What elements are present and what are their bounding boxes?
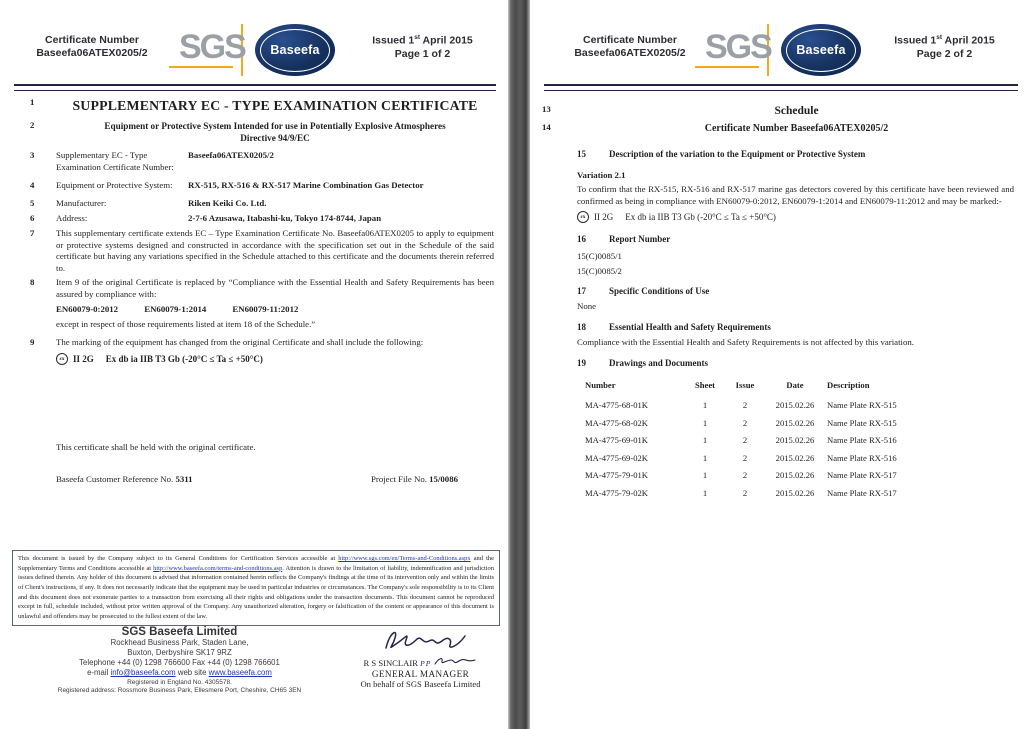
item-number: 6 [30,213,35,223]
section-heading: Specific Conditions of Use [609,286,710,296]
paragraph-8: Item 9 of the original Certificate is replaced by “Compliance with the Essential Health and Safety Requirements has been assured by compliance with: [56,277,494,299]
paragraph-7-row [30,228,494,274]
item-number: 2 [30,120,35,130]
held-with-original-note: This certificate shall be held with the original certificate. [56,442,256,452]
item-number: 13 [542,104,551,114]
section-18-body: Compliance with the Essential Health and Safety Requirements is not affected by this variation. [577,337,914,347]
certificate-number-label: Certificate Number [583,34,677,46]
baseefa-logo-ring [786,29,856,72]
phone-fax-line: Telephone +44 (0) 1298 766600 Fax +44 (0) 1298 766601 [79,658,280,668]
reference-row [56,474,494,484]
baseefa-logo-text: Baseefa [796,43,846,57]
issue-info-block [877,34,1012,62]
certificate-number-value: Baseefa06ATEX0205/2 [574,47,686,60]
standard-en60079-1: EN60079-1:2014 [144,304,207,314]
certificate-subtitle-row [30,120,494,145]
page-divider [508,0,530,729]
schedule-title-row [542,104,1016,119]
item-number: 17 [577,286,586,296]
page-number: Page 2 of 2 [916,48,973,61]
page-number: Page 1 of 2 [394,48,451,61]
table-row: MA-4775-79-02K 1 2 2015.02.26 Name Plate RX-517 [585,487,897,498]
marking-line [577,211,776,223]
drawings-table-header [585,380,1010,390]
item-number: 1 [30,97,35,107]
baseefa-logo [255,24,335,76]
project-file: Project File No. 15/0086 [371,474,458,484]
registered-address: Registered address: Rossmore Business Park, Ellesmere Port, Cheshire, CH65 3EN [57,687,302,695]
col-header-date: Date [786,380,804,390]
section-heading: Drawings and Documents [609,358,709,368]
certificate-page-1 [0,0,508,729]
field-value: RX-515, RX-516 & RX-517 Marine Combination Gas Detector [188,180,424,190]
field-label: Manufacturer: [56,198,107,208]
baseefa-logo-text: Baseefa [270,43,320,57]
report-number-1: 15(C)0085/1 [577,251,622,261]
marking-code: Ex db ia IIB T3 Gb (-20°C ≤ Ta ≤ +50°C) [105,354,263,364]
certificate-number-value: Baseefa06ATEX0205/2 [36,47,148,60]
registered-number: Registered in England No. 4305578. [127,678,232,686]
item-number: 16 [577,234,586,244]
issued-date: Issued 1st April 2015 [894,34,995,47]
schedule-cert-number: Certificate Number Baseefa06ATEX0205/2 [704,123,889,134]
standard-en60079-11: EN60079-11:2012 [232,304,299,314]
paragraph-9: The marking of the equipment has changed from the original Certificate and shall include the following: [56,337,424,347]
paragraph-9-row [30,337,494,349]
section-19-heading [577,358,1014,368]
signatory-title: GENERAL MANAGER [371,669,470,679]
drawings-table [585,380,1010,505]
signature-block [338,624,503,689]
signatory-name-line: R S SINCLAIR PP [338,656,503,668]
baseefa-logo-ring [260,29,330,72]
certificate-title-row [30,97,494,115]
header-double-rule [14,84,496,91]
report-number-2: 15(C)0085/2 [577,266,622,276]
address-line-2: Buxton, Derbyshire SK17 9RZ [127,648,232,658]
paragraph-7: This supplementary certificate extends EC – Type Examination Certificate No. Baseefa06ATEX0205 to apply to equipment or protective systems designed and constructed in accordance with the specification set out in the Schedule of the said certificate but having any variations specified in the Schedule attached to this certificate and the documents therein referred to. [56,228,494,273]
baseefa-logo [781,24,861,76]
atex-ex-icon: εx [577,211,589,223]
field-row-manufacturer [30,198,494,210]
field-row-certificate-number [30,150,494,173]
field-value: Baseefa06ATEX0205/2 [188,150,274,160]
table-row: MA-4775-68-02K 1 2 2015.02.26 Name Plate RX-515 [585,417,897,428]
item-number: 19 [577,358,586,368]
marking-group: II 2G [73,354,94,364]
item-number: 4 [30,180,35,190]
certificate-title: SUPPLEMENTARY EC - TYPE EXAMINATION CERTIFICATE [72,98,478,113]
section-heading: Description of the variation to the Equipment or Protective System [609,149,866,159]
col-header-sheet: Sheet [694,380,716,390]
email-link[interactable]: info@baseefa.com [110,668,176,678]
variation-text: To confirm that the RX-515, RX-516 and RX-517 marine gas detectors covered by this certificate have been reviewed and confirmed as being in compliance with EN60079-0:2012, EN60079-1:2014 and EN60079-11:2012 and may be marked:- [577,184,1014,206]
item-number: 9 [30,337,35,347]
sgs-logo-text: SGS [705,28,771,66]
col-header-description: Description [827,380,870,390]
standards-list [56,304,318,314]
baseefa-terms-link[interactable]: http://www.baseefa.com/terms-and-conditions.asp [153,564,283,572]
item-number: 14 [542,122,551,132]
sgs-logo [173,24,247,76]
sgs-logo [699,24,773,76]
field-row-address [30,213,494,225]
field-label: Supplementary EC - Type Examination Certificate Number: [56,150,174,172]
marking-line [56,353,263,365]
signatory-behalf: On behalf of SGS Baseefa Limited [360,679,481,689]
paragraph-8-end: except in respect of those requirements listed at item 18 of the Schedule.” [56,319,316,329]
item-number: 8 [30,277,35,287]
certificate-subtitle: Equipment or Protective System Intended for use in Potentially Explosive Atmospheres Directive 94/9/EC [104,121,446,144]
marking-group: II 2G [594,212,614,222]
item-number: 15 [577,149,586,159]
col-header-issue: Issue [735,380,755,390]
signature-scribble [372,624,470,654]
issued-date: Issued 1st April 2015 [372,34,473,47]
atex-ex-icon: εx [56,353,68,365]
schedule-cert-number-row [542,122,1016,135]
certificate-number-label: Certificate Number [45,34,139,46]
field-value: 2-7-6 Azusawa, Itabashi-ku, Tokyo 174-8744, Japan [188,213,382,223]
field-label: Address: [56,213,88,223]
section-16-heading [577,234,1014,244]
company-address-block [22,626,337,696]
website-link[interactable]: www.baseefa.com [208,668,272,678]
section-15-heading [577,149,1014,159]
table-row: MA-4775-68-01K 1 2 2015.02.26 Name Plate RX-515 [585,400,897,410]
pp-annotation: PP [420,659,432,668]
table-row: MA-4775-69-01K 1 2 2015.02.26 Name Plate RX-516 [585,435,897,445]
company-name: SGS Baseefa Limited [121,626,238,638]
email-web-line: e-mail info@baseefa.com web site www.baseefa.com [87,668,272,678]
variation-title: Variation 2.1 [577,170,626,180]
col-header-number: Number [585,380,616,390]
sgs-logo-text: SGS [179,28,245,66]
pp-signature-scribble [433,656,477,666]
address-line-1: Rockhead Business Park, Staden Lane, [110,638,249,647]
field-label: Equipment or Protective System: [56,180,173,190]
issue-info-block [355,34,490,62]
section-17-body: None [577,301,597,311]
section-heading: Essential Health and Safety Requirements [609,322,771,332]
item-number: 5 [30,198,35,208]
table-row: MA-4775-69-02K 1 2 2015.02.26 Name Plate RX-516 [585,452,897,463]
item-number: 3 [30,150,35,160]
header-double-rule [544,84,1018,91]
section-17-heading [577,286,1014,296]
item-number: 18 [577,322,586,332]
legal-conditions-box: This document is issued by the Company subject to its General Conditions for Certification Services accessible at http://www.sgs.com/en/Terms-and-Conditions.aspx and the Supplementary Terms and Conditions accessible at http://www.baseefa.com/terms-and-conditions.asp. Attention is drawn to the limitation of liability, indemnification and jurisdiction issues defined therein. Any holder of this document is advised that information contained herein reflects the Company's findings at the time of its intervention only and within the limits of Client's instructions, if any. It does not necessarily indicate that the equipment may be used in particular industries or circumstances. The Company's sole responsibility is to its Client and this document does not exonerate parties to a transaction from exercising all their rights and obligations under the transaction documents. This document cannot be reproduced except in full, schedule included, without prior written approval of the Company. Any unauthorized alteration, forgery or falsification of the content or appearance of this document is unlawful and offenders may be prosecuted to the fullest extent of the law. [12,550,500,626]
section-18-heading [577,322,1014,332]
field-value: Riken Keiki Co. Ltd. [188,198,267,208]
page1-header [0,20,508,80]
table-row: MA-4775-79-01K 1 2 2015.02.26 Name Plate RX-517 [585,470,897,480]
page2-header [530,20,1030,80]
section-heading: Report Number [609,234,671,244]
standard-en60079-0: EN60079-0:2012 [56,304,119,314]
field-row-equipment [30,180,494,192]
schedule-title: Schedule [774,105,819,117]
sgs-terms-link[interactable]: http://www.sgs.com/en/Terms-and-Conditions.aspx [338,555,471,562]
item-number: 7 [30,228,35,238]
certificate-page-2 [530,0,1030,729]
marking-code: Ex db ia IIB T3 Gb (-20°C ≤ Ta ≤ +50°C) [625,212,776,222]
customer-reference: Baseefa Customer Reference No. 5311 [56,474,193,484]
paragraph-8-row [30,277,494,300]
